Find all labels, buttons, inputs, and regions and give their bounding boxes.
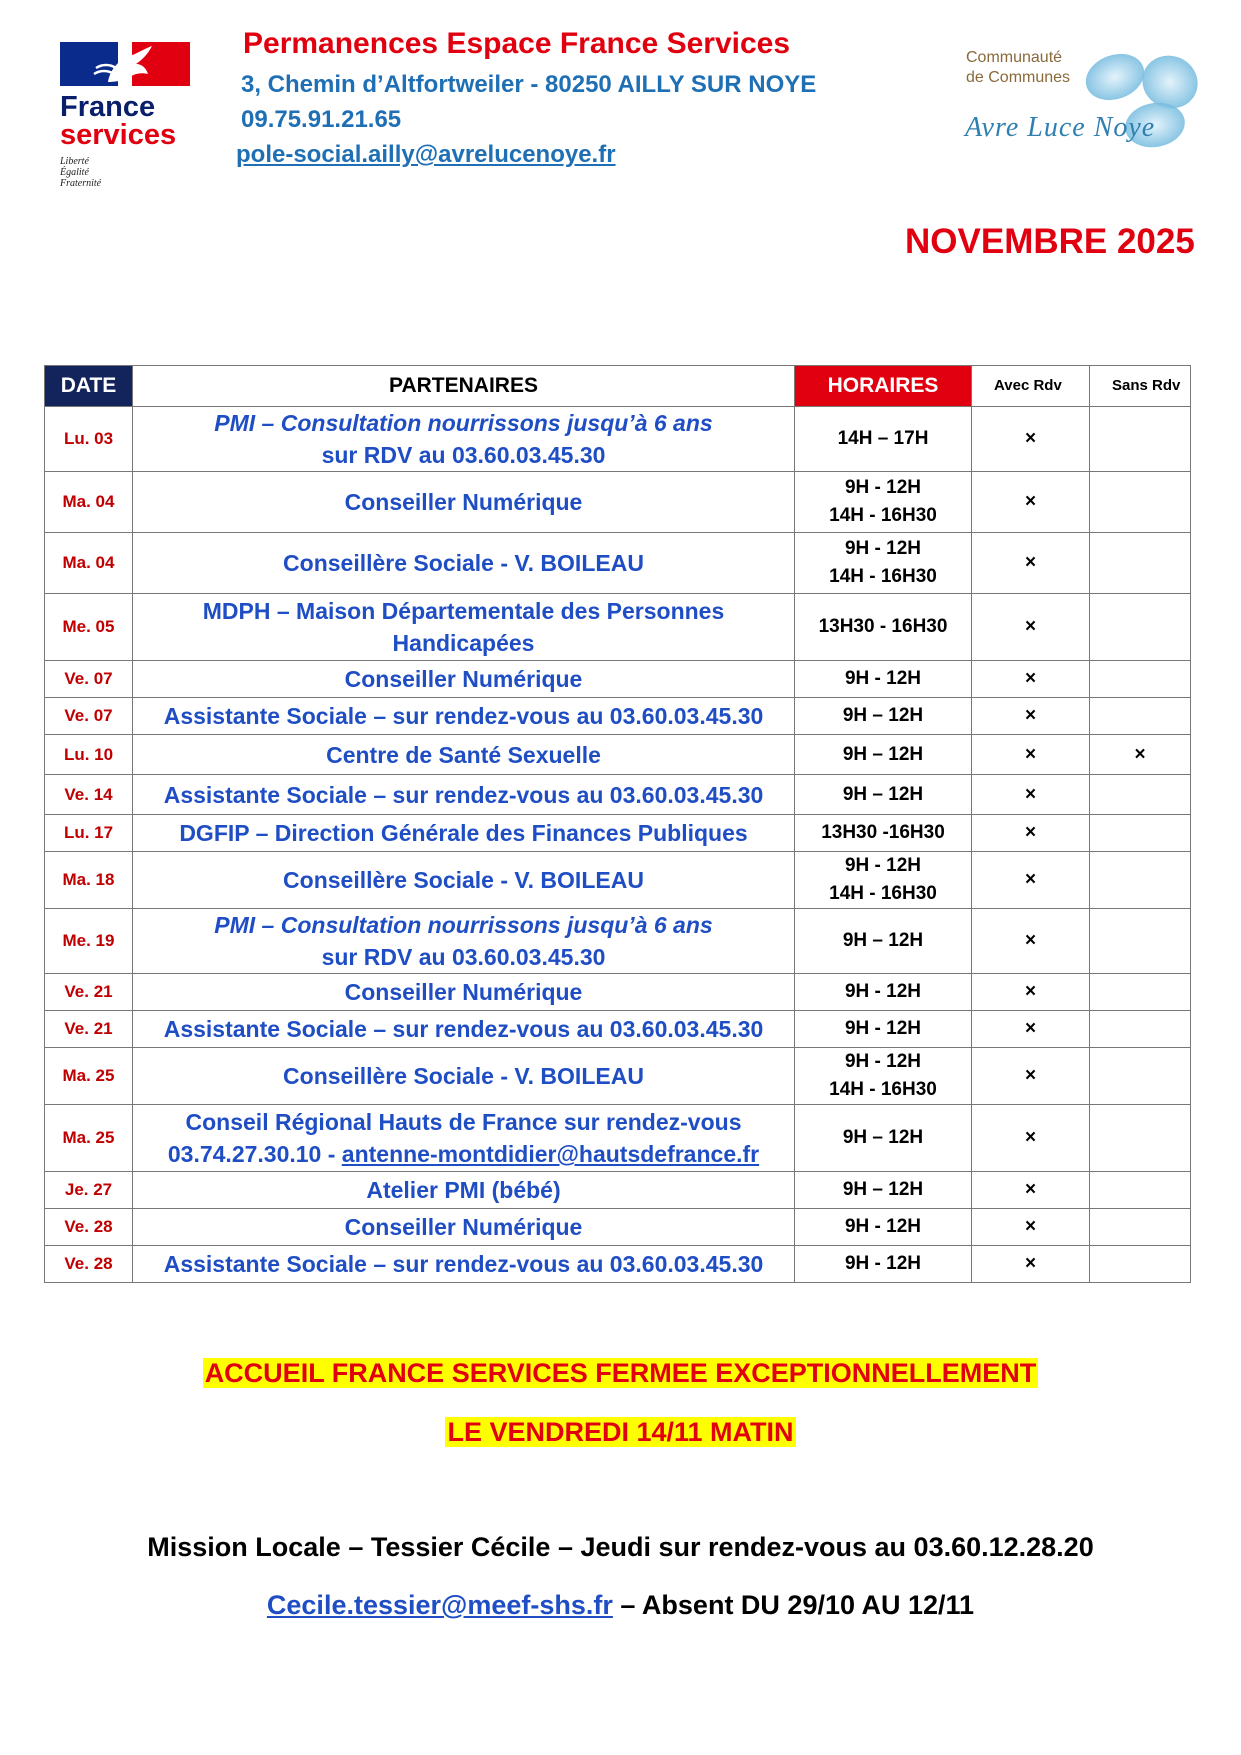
cell-partenaire (133, 407, 795, 472)
mission-locale-info: Mission Locale – Tessier Cécile – Jeudi sur rendez-vous au 03.60.12.28.20 (147, 1532, 1094, 1562)
cell-sans-rdv (1090, 407, 1191, 472)
cell-date: Ve. 21 (45, 974, 133, 1011)
cell-avec-rdv: × (972, 661, 1090, 698)
hours-line: 9H – 12H (842, 705, 924, 726)
partner-text: MDPH – Maison Départementale des Personnes (202, 598, 725, 624)
partner-line (133, 595, 794, 627)
partner-line (133, 1211, 794, 1243)
cell-date: Ma. 04 (45, 533, 133, 594)
cell-avec-rdv: × (972, 533, 1090, 594)
hours-line: 9H - 12H (844, 538, 922, 559)
avre-luce-noye-logo (965, 45, 1205, 155)
hours-line: 9H - 12H (844, 1018, 922, 1039)
hours-line: 14H – 17H (837, 428, 929, 449)
partner-line (133, 1106, 794, 1138)
partner-line (133, 663, 794, 695)
logo-motto (60, 156, 101, 189)
hours-line: 9H - 12H (844, 1216, 922, 1237)
cell-horaires (795, 661, 972, 698)
partner-text: Handicapées (392, 630, 535, 656)
table-header-row (45, 366, 1191, 407)
aln-line1: Communauté (966, 49, 1063, 66)
hours-line: 13H30 - 16H30 (818, 616, 948, 637)
cell-horaires (795, 1246, 972, 1283)
header-horaires: HORAIRES (795, 366, 972, 407)
cell-avec-rdv: × (972, 815, 1090, 852)
partner-text: DGFIP – Direction Générale des Finances Publiques (179, 820, 748, 846)
cell-date: Ve. 28 (45, 1209, 133, 1246)
phone: 09.75.91.21.65 (241, 106, 402, 133)
cell-date: Me. 05 (45, 594, 133, 661)
cell-date: Ve. 21 (45, 1011, 133, 1048)
table-row (45, 974, 1191, 1011)
table-row (45, 1246, 1191, 1283)
cell-avec-rdv: × (972, 775, 1090, 815)
partner-line (133, 1013, 794, 1045)
cell-horaires (795, 1209, 972, 1246)
cell-date: Ma. 04 (45, 472, 133, 533)
marianne-flag-icon (60, 42, 190, 86)
cell-avec-rdv: × (972, 698, 1090, 735)
hours-line: 13H30 -16H30 (821, 822, 945, 843)
cell-date: Lu. 17 (45, 815, 133, 852)
hours-line: 9H – 12H (842, 930, 924, 951)
cell-horaires (795, 407, 972, 472)
partner-text: Conseiller Numérique (344, 1214, 583, 1240)
cell-avec-rdv: × (972, 1246, 1090, 1283)
cell-partenaire (133, 1011, 795, 1048)
partner-email-link[interactable]: antenne-montdidier@hautsdefrance.fr (341, 1141, 760, 1167)
cell-avec-rdv: × (972, 1105, 1090, 1172)
cell-sans-rdv (1090, 1209, 1191, 1246)
table-row (45, 661, 1191, 698)
cell-date: Ma. 25 (45, 1048, 133, 1105)
table-row (45, 1172, 1191, 1209)
cell-avec-rdv: × (972, 1048, 1090, 1105)
cell-partenaire (133, 472, 795, 533)
cell-sans-rdv (1090, 594, 1191, 661)
table-row (45, 815, 1191, 852)
partner-line (133, 1060, 794, 1092)
cell-horaires (795, 1172, 972, 1209)
partner-line (133, 1248, 794, 1280)
cell-partenaire (133, 698, 795, 735)
header-avec-rdv: Avec Rdv (972, 366, 1090, 407)
cell-date: Me. 19 (45, 909, 133, 974)
hours-line: 14H - 16H30 (829, 505, 937, 526)
cell-date: Ve. 07 (45, 698, 133, 735)
cell-horaires (795, 974, 972, 1011)
cell-avec-rdv: × (972, 909, 1090, 974)
partner-text: PMI – Consultation nourrissons jusqu’à 6 ans (214, 410, 713, 436)
hours-line: 9H - 12H (844, 855, 922, 876)
table-row (45, 1105, 1191, 1172)
partner-line (133, 1138, 794, 1170)
table-row (45, 594, 1191, 661)
cell-partenaire (133, 594, 795, 661)
cell-horaires (795, 594, 972, 661)
header-partenaires: PARTENAIRES (133, 366, 795, 407)
logo-word-france: France (60, 91, 156, 123)
table-row (45, 533, 1191, 594)
email-link[interactable]: pole-social.ailly@avrelucenoye.fr (236, 141, 616, 168)
table-row (45, 852, 1191, 909)
closure-notice-line2 (0, 1417, 1241, 1448)
cell-horaires (795, 775, 972, 815)
hours-line: 9H - 12H (844, 477, 922, 498)
hours-line: 9H - 12H (844, 1253, 922, 1274)
cell-sans-rdv (1090, 1172, 1191, 1209)
cell-date: Lu. 03 (45, 407, 133, 472)
partner-text: Conseil Régional Hauts de France sur rendez-vous (185, 1109, 742, 1135)
partner-text: PMI – Consultation nourrissons jusqu’à 6 ans (214, 912, 713, 938)
hours-line: 9H - 12H (844, 668, 922, 689)
cell-date: Je. 27 (45, 1172, 133, 1209)
partner-text: Conseillère Sociale - V. BOILEAU (283, 550, 644, 576)
closure-notice-text1: ACCUEIL FRANCE SERVICES FERMEE EXCEPTIONNELLEMENT (204, 1358, 1037, 1388)
partner-text: Conseillère Sociale - V. BOILEAU (283, 867, 644, 893)
cell-horaires (795, 1105, 972, 1172)
cell-partenaire (133, 735, 795, 775)
cell-partenaire (133, 974, 795, 1011)
cell-horaires (795, 735, 972, 775)
cell-sans-rdv (1090, 909, 1191, 974)
partner-text: sur RDV au 03.60.03.45.30 (321, 944, 606, 970)
france-services-logo (60, 42, 200, 192)
cell-date: Ve. 28 (45, 1246, 133, 1283)
cell-avec-rdv: × (972, 407, 1090, 472)
table-row (45, 909, 1191, 974)
header-date: DATE (45, 366, 133, 407)
partner-line (133, 941, 794, 973)
address: 3, Chemin d’Altfortweiler - 80250 AILLY SUR NOYE (241, 71, 817, 98)
partner-line (133, 547, 794, 579)
mission-email-link[interactable]: Cecile.tessier@meef-shs.fr (266, 1590, 613, 1620)
table-row (45, 1011, 1191, 1048)
closure-notice-text2: LE VENDREDI 14/11 MATIN (447, 1417, 794, 1447)
page-title: Permanences Espace France Services (243, 27, 791, 60)
cell-sans-rdv (1090, 533, 1191, 594)
partner-line (133, 407, 794, 439)
cell-avec-rdv: × (972, 1172, 1090, 1209)
hours-line: 9H - 12H (844, 981, 922, 1002)
hours-line: 9H - 12H (844, 1051, 922, 1072)
cell-horaires (795, 1011, 972, 1048)
table-row (45, 472, 1191, 533)
cell-sans-rdv (1090, 1246, 1191, 1283)
partner-line (133, 864, 794, 896)
cell-partenaire (133, 909, 795, 974)
partner-text: Conseillère Sociale - V. BOILEAU (283, 1063, 644, 1089)
hours-line: 9H – 12H (842, 1127, 924, 1148)
cell-sans-rdv (1090, 815, 1191, 852)
motto-egalite: Égalité (60, 167, 89, 178)
cell-date: Ve. 14 (45, 775, 133, 815)
cell-partenaire (133, 775, 795, 815)
hours-line: 14H - 16H30 (829, 1079, 937, 1100)
cell-partenaire (133, 1105, 795, 1172)
partner-line (133, 627, 794, 659)
partner-text: 03.74.27.30.10 - (167, 1141, 342, 1167)
cell-avec-rdv: × (972, 472, 1090, 533)
cell-date: Ma. 18 (45, 852, 133, 909)
cell-sans-rdv (1090, 852, 1191, 909)
partner-text: Assistante Sociale – sur rendez-vous au 03.60.03.45.30 (163, 781, 764, 808)
cell-avec-rdv: × (972, 1011, 1090, 1048)
cell-horaires (795, 472, 972, 533)
partner-text: Atelier PMI (bébé) (366, 1177, 561, 1203)
cell-avec-rdv: × (972, 594, 1090, 661)
partner-text: Conseiller Numérique (344, 666, 583, 692)
cell-avec-rdv: × (972, 852, 1090, 909)
cell-sans-rdv (1090, 775, 1191, 815)
partner-text: Conseiller Numérique (344, 489, 583, 515)
cell-horaires (795, 1048, 972, 1105)
motto-liberte: Liberté (60, 156, 89, 167)
cell-avec-rdv: × (972, 735, 1090, 775)
cell-partenaire (133, 815, 795, 852)
partner-line (133, 909, 794, 941)
partner-line (133, 700, 794, 732)
cell-partenaire (133, 1209, 795, 1246)
cell-partenaire (133, 852, 795, 909)
cell-sans-rdv (1090, 698, 1191, 735)
cell-avec-rdv: × (972, 1209, 1090, 1246)
cell-partenaire (133, 1048, 795, 1105)
logo-word-services: services (60, 119, 177, 151)
hours-line: 9H – 12H (842, 783, 924, 805)
hours-line: 14H - 16H30 (829, 566, 937, 587)
hours-line: 14H - 16H30 (829, 883, 937, 904)
cell-horaires (795, 815, 972, 852)
table-row (45, 1209, 1191, 1246)
cell-sans-rdv (1090, 472, 1191, 533)
partner-text: Assistante Sociale – sur rendez-vous au 03.60.03.45.30 (163, 703, 764, 729)
hours-line: 9H – 12H (842, 1179, 924, 1200)
mission-locale-contact (0, 1590, 1241, 1621)
table-row (45, 407, 1191, 472)
partner-line (133, 486, 794, 518)
cell-partenaire (133, 1172, 795, 1209)
partner-line (133, 739, 794, 771)
cell-sans-rdv (1090, 974, 1191, 1011)
partner-text: Assistante Sociale – sur rendez-vous au 03.60.03.45.30 (163, 1016, 764, 1042)
cell-horaires (795, 909, 972, 974)
month-title: NOVEMBRE 2025 (905, 222, 1195, 261)
mission-absence: – Absent DU 29/10 AU 12/11 (612, 1590, 975, 1620)
cell-horaires (795, 698, 972, 735)
cell-horaires (795, 852, 972, 909)
table-row (45, 775, 1191, 815)
cell-sans-rdv (1090, 1011, 1191, 1048)
partner-line (133, 1174, 794, 1206)
cell-avec-rdv: × (972, 974, 1090, 1011)
partner-line (133, 976, 794, 1008)
table-row (45, 735, 1191, 775)
header-sans-rdv: Sans Rdv (1090, 366, 1191, 407)
partner-line (133, 439, 794, 471)
schedule-table (44, 365, 1191, 1283)
cell-partenaire (133, 1246, 795, 1283)
partner-text: sur RDV au 03.60.03.45.30 (321, 442, 606, 468)
partner-line (133, 817, 794, 849)
cell-sans-rdv: × (1090, 735, 1191, 775)
cell-sans-rdv (1090, 1105, 1191, 1172)
partner-text: Conseiller Numérique (344, 979, 583, 1005)
partner-text: Centre de Santé Sexuelle (326, 741, 601, 768)
closure-notice-line1 (0, 1358, 1241, 1389)
motto-fraternite: Fraternité (60, 178, 102, 189)
cell-partenaire (133, 661, 795, 698)
cell-date: Lu. 10 (45, 735, 133, 775)
aln-name: Avre Luce Noye (965, 112, 1156, 143)
hours-line: 9H – 12H (842, 743, 924, 765)
cell-horaires (795, 533, 972, 594)
table-row (45, 698, 1191, 735)
cell-date: Ve. 07 (45, 661, 133, 698)
cell-date: Ma. 25 (45, 1105, 133, 1172)
aln-line2: de Communes (966, 69, 1071, 86)
partner-line (133, 779, 794, 811)
table-row (45, 1048, 1191, 1105)
cell-sans-rdv (1090, 661, 1191, 698)
cell-partenaire (133, 533, 795, 594)
partner-text: Assistante Sociale – sur rendez-vous au 03.60.03.45.30 (163, 1251, 764, 1277)
cell-sans-rdv (1090, 1048, 1191, 1105)
